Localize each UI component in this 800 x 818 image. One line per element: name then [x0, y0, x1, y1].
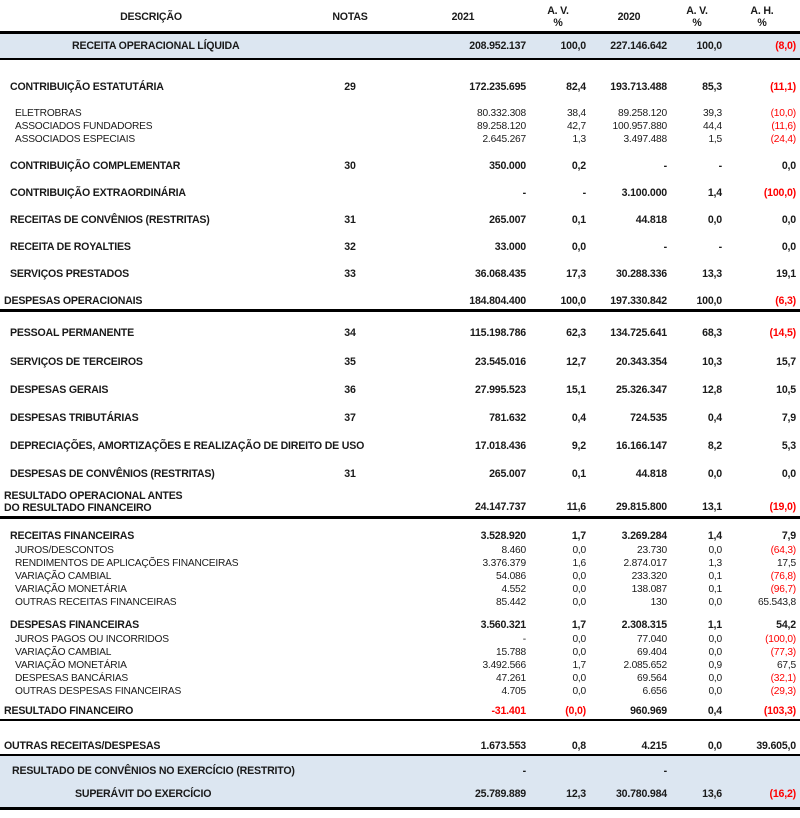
row-value: (10,0) [770, 107, 796, 119]
table-row [0, 633, 800, 646]
row-value: 0,4 [707, 705, 722, 717]
row-value: (29,3) [770, 685, 796, 697]
row-value: (100,0) [765, 633, 796, 645]
col-header-descricao: DESCRIÇÃO [120, 11, 182, 23]
row-value: 85.442 [496, 596, 526, 608]
table-row [0, 120, 800, 133]
row-value: 9,2 [571, 440, 586, 452]
row-label: DEPRECIAÇÕES, AMORTIZAÇÕES E REALIZAÇÃO DE DIREITO DE USO [10, 440, 365, 452]
row-value: 38,4 [566, 107, 586, 119]
row-label: ASSOCIADOS ESPECIAIS [15, 133, 135, 145]
row-value: 724.535 [630, 412, 667, 424]
row-value: 42,7 [566, 120, 586, 132]
row-value: - [522, 187, 526, 199]
row-nota: 32 [344, 241, 356, 253]
row-value: 69.404 [637, 646, 667, 658]
row-value: 1.673.553 [480, 740, 526, 752]
table-row [0, 159, 800, 174]
row-label: OUTRAS RECEITAS/DESPESAS [4, 740, 161, 752]
row-value: (6,3) [775, 295, 796, 307]
row-value: 23.730 [637, 544, 667, 556]
row-value: 39.605,0 [756, 740, 796, 752]
table-row [0, 782, 800, 810]
row-nota: 29 [344, 81, 356, 93]
row-value: 5,3 [781, 440, 796, 452]
row-value: 54.086 [496, 570, 526, 582]
row-value: 193.713.488 [610, 81, 667, 93]
row-label: CONTRIBUIÇÃO COMPLEMENTAR [10, 160, 181, 172]
row-value: (24,4) [770, 133, 796, 145]
row-value: 0,9 [708, 659, 722, 671]
row-value: 265.007 [489, 468, 526, 480]
row-nota: 31 [344, 468, 356, 480]
row-value: 134.725.641 [610, 327, 667, 339]
row-value: 3.269.284 [621, 530, 667, 542]
row-value: 1,7 [571, 530, 586, 542]
row-value: 0,1 [708, 570, 722, 582]
row-label: DESPESAS GERAIS [10, 384, 109, 396]
row-value: 47.261 [496, 672, 526, 684]
row-value: 0,2 [571, 160, 586, 172]
row-value: 0,4 [707, 412, 722, 424]
row-value: 11,6 [566, 501, 586, 513]
row-value: 0,0 [572, 583, 586, 595]
row-nota: 37 [344, 412, 356, 424]
row-value: (64,3) [770, 544, 796, 556]
row-value: 100,0 [560, 295, 586, 307]
row-label: SERVIÇOS DE TERCEIROS [10, 356, 143, 368]
row-value: 12,8 [702, 384, 722, 396]
row-label: ELETROBRAS [15, 107, 82, 119]
table-row [0, 672, 800, 685]
table-row [0, 529, 800, 544]
col-header-ah-pct: % [757, 17, 767, 29]
row-value: 1,4 [707, 187, 722, 199]
col-header-ah [724, 5, 800, 29]
row-nota: 30 [344, 160, 356, 172]
row-label: SUPERÁVIT DO EXERCÍCIO [75, 788, 212, 800]
row-value: 2.874.017 [623, 557, 667, 569]
row-label: RECEITAS DE CONVÊNIOS (RESTRITAS) [10, 214, 210, 226]
row-value: 44,4 [702, 120, 722, 132]
col-header-notas: NOTAS [332, 11, 368, 23]
row-value: 13,6 [702, 788, 722, 800]
row-value: 1,1 [707, 619, 722, 631]
row-value: 0,0 [708, 685, 722, 697]
row-label: DESPESAS OPERACIONAIS [4, 295, 143, 307]
row-value: (0,0) [565, 705, 586, 717]
row-label: DESPESAS BANCÁRIAS [15, 672, 129, 684]
row-label-line1: RESULTADO OPERACIONAL ANTES [4, 490, 183, 502]
row-value: 17.018.436 [474, 440, 526, 452]
row-value: 1,5 [708, 133, 722, 145]
row-value: 15,1 [566, 384, 586, 396]
row-value: - [718, 241, 722, 253]
row-value: 17,5 [776, 557, 796, 569]
row-value: 0,4 [571, 412, 586, 424]
row-value: 0,0 [571, 241, 586, 253]
table-row [0, 557, 800, 570]
row-value: 85,3 [702, 81, 722, 93]
row-value: 0,0 [708, 596, 722, 608]
row-value: 0,0 [781, 214, 796, 226]
table-row [0, 756, 800, 782]
row-value: 39,3 [702, 107, 722, 119]
row-label: ASSOCIADOS FUNDADORES [15, 120, 153, 132]
row-value: 80.332.308 [477, 107, 526, 119]
row-value: 0,0 [708, 646, 722, 658]
row-value: 0,0 [708, 672, 722, 684]
row-value: 16.166.147 [615, 440, 667, 452]
row-value: 0,0 [708, 633, 722, 645]
row-label: DESPESAS TRIBUTÁRIAS [10, 412, 139, 424]
row-value: 69.564 [637, 672, 667, 684]
table-row [0, 326, 800, 341]
row-value: 44.818 [635, 468, 667, 480]
row-value: 7,9 [781, 412, 796, 424]
row-value: 0,0 [707, 740, 722, 752]
row-value: 0,0 [572, 544, 586, 556]
row-value: 0,0 [572, 646, 586, 658]
row-value: 33.000 [494, 241, 526, 253]
col-header-av-label: A. V. [686, 5, 708, 17]
row-value: 100,0 [696, 295, 722, 307]
row-value: 65.543,8 [757, 596, 796, 608]
row-value: 68,3 [702, 327, 722, 339]
row-value: 6.656 [642, 685, 667, 697]
table-row [0, 646, 800, 659]
row-value: 82,4 [566, 81, 586, 93]
table-row [0, 467, 800, 482]
row-value: 25.326.347 [615, 384, 667, 396]
table-row [0, 439, 800, 454]
row-value: 1,7 [571, 619, 586, 631]
row-value: 44.818 [635, 214, 667, 226]
row-label: JUROS/DESCONTOS [15, 544, 114, 556]
table-row [0, 355, 800, 370]
row-value: 138.087 [631, 583, 667, 595]
table-row [0, 411, 800, 426]
row-label: RECEITAS FINANCEIRAS [10, 530, 135, 542]
row-value: 89.258.120 [618, 107, 667, 119]
row-label: RENDIMENTOS DE APLICAÇÕES FINANCEIRAS [15, 557, 239, 569]
row-value: 0,0 [781, 241, 796, 253]
row-label-line2: DO RESULTADO FINANCEIRO [4, 502, 152, 514]
col-header-2020: 2020 [617, 11, 641, 23]
row-value: 77.040 [637, 633, 667, 645]
row-value: 62,3 [566, 327, 586, 339]
row-value: 100,0 [696, 39, 722, 52]
row-value: 1,3 [572, 133, 586, 145]
row-value: 960.969 [630, 705, 667, 717]
row-value: 8.460 [501, 544, 526, 556]
table-row [0, 570, 800, 583]
row-value: (77,3) [770, 646, 796, 658]
row-label: OUTRAS RECEITAS FINANCEIRAS [15, 596, 177, 608]
row-value: (76,8) [770, 570, 796, 582]
table-row [0, 107, 800, 120]
row-label: JUROS PAGOS OU INCORRIDOS [15, 633, 169, 645]
row-value: -31.401 [491, 705, 526, 717]
row-value: 0,8 [571, 740, 586, 752]
row-value: 184.804.400 [469, 295, 526, 307]
row-nota: 31 [344, 214, 356, 226]
row-value: 12,7 [566, 356, 586, 368]
row-value: 0,1 [571, 214, 586, 226]
row-value: 0,0 [572, 633, 586, 645]
row-value: - [522, 764, 526, 777]
row-value: 350.000 [489, 160, 526, 172]
row-label: DESPESAS FINANCEIRAS [10, 619, 140, 631]
row-value: - [663, 764, 667, 777]
row-value: 3.497.488 [623, 133, 667, 145]
row-value: 0,0 [707, 214, 722, 226]
table-body [0, 34, 800, 810]
table-row [0, 739, 800, 756]
row-value: - [582, 187, 586, 199]
row-value: 208.952.137 [469, 39, 526, 52]
row-nota: 34 [344, 327, 356, 339]
row-value: 36.068.435 [474, 268, 526, 280]
row-value: (32,1) [770, 672, 796, 684]
row-value: 8,2 [707, 440, 722, 452]
row-value: 1,3 [708, 557, 722, 569]
row-label: RECEITA DE ROYALTIES [10, 241, 131, 253]
table-row [0, 618, 800, 633]
row-value: (103,3) [763, 705, 796, 717]
table-row [0, 80, 800, 95]
row-value: 3.560.321 [480, 619, 526, 631]
col-header-av-2021 [528, 5, 588, 29]
row-value: 0,1 [708, 583, 722, 595]
row-value: - [522, 633, 526, 645]
row-label: RECEITA OPERACIONAL LÍQUIDA [72, 39, 240, 52]
row-value: 13,1 [702, 501, 722, 513]
row-value: 233.320 [631, 570, 667, 582]
row-value: 3.492.566 [482, 659, 526, 671]
row-value: 781.632 [489, 412, 526, 424]
row-value: 3.100.000 [621, 187, 667, 199]
row-label [0, 490, 302, 514]
row-value: 0,0 [781, 160, 796, 172]
row-value: 1,4 [707, 530, 722, 542]
table-row [0, 133, 800, 146]
table-row [0, 240, 800, 255]
row-value: (100,0) [763, 187, 796, 199]
row-value: 20.343.354 [615, 356, 667, 368]
row-value: (96,7) [770, 583, 796, 595]
table-row [0, 490, 800, 519]
row-value: 0,1 [571, 468, 586, 480]
row-value: 89.258.120 [477, 120, 526, 132]
row-value: 115.198.786 [469, 327, 526, 339]
row-value: 15.788 [496, 646, 526, 658]
row-value: 197.330.842 [610, 295, 667, 307]
row-value: 130 [650, 596, 667, 608]
row-nota: 36 [344, 384, 356, 396]
table-row [0, 596, 800, 609]
row-value: (11,6) [771, 120, 796, 132]
col-header-av-label: A. V. [547, 5, 569, 17]
row-label: VARIAÇÃO CAMBIAL [15, 646, 112, 658]
row-value: - [718, 160, 722, 172]
table-row [0, 34, 800, 60]
row-value: 1,7 [572, 659, 586, 671]
row-value: 30.780.984 [615, 788, 667, 800]
table-row [0, 583, 800, 596]
row-value: 67,5 [776, 659, 796, 671]
row-value: 4.552 [501, 583, 526, 595]
row-value: 29.815.800 [615, 501, 667, 513]
table-row [0, 704, 800, 721]
row-value: (11,1) [770, 81, 796, 93]
col-header-ah-label: A. H. [750, 5, 774, 17]
table-row [0, 294, 800, 312]
row-value: 0,0 [707, 468, 722, 480]
row-value: - [663, 241, 667, 253]
row-value: - [663, 160, 667, 172]
row-value: 4.705 [501, 685, 526, 697]
row-value: 0,0 [572, 685, 586, 697]
table-header [0, 0, 800, 34]
row-label: RESULTADO DE CONVÊNIOS NO EXERCÍCIO (RESTRITO) [12, 764, 295, 777]
row-value: (14,5) [769, 327, 796, 339]
row-value: 0,0 [572, 672, 586, 684]
row-value: 0,0 [572, 596, 586, 608]
row-value: 27.995.523 [474, 384, 526, 396]
row-value: 4.215 [641, 740, 667, 752]
row-label: CONTRIBUIÇÃO EXTRAORDINÁRIA [10, 187, 186, 199]
row-value: 0,0 [572, 570, 586, 582]
row-value: 10,5 [776, 384, 796, 396]
row-label: PESSOAL PERMANENTE [10, 327, 134, 339]
row-value: 3.528.920 [480, 530, 526, 542]
col-header-av-pct: % [692, 17, 702, 29]
row-nota: 35 [344, 356, 356, 368]
row-value: 19,1 [776, 268, 796, 280]
table-row [0, 267, 800, 282]
row-value: 0,0 [708, 544, 722, 556]
row-value: (19,0) [769, 501, 796, 513]
row-value: 100.957.880 [612, 120, 667, 132]
row-value: 12,3 [566, 788, 586, 800]
row-value: 265.007 [489, 214, 526, 226]
row-label: OUTRAS DESPESAS FINANCEIRAS [15, 685, 182, 697]
row-value: 2.085.652 [623, 659, 667, 671]
row-label: DESPESAS DE CONVÊNIOS (RESTRITAS) [10, 468, 215, 480]
row-value: 3.376.379 [482, 557, 526, 569]
row-value: 1,6 [572, 557, 586, 569]
row-value: (16,2) [769, 788, 796, 800]
table-row [0, 383, 800, 398]
col-header-2021: 2021 [451, 11, 475, 23]
row-value: 100,0 [560, 39, 586, 52]
row-label: CONTRIBUIÇÃO ESTATUTÁRIA [10, 81, 164, 93]
row-value: 227.146.642 [610, 39, 667, 52]
table-row [0, 659, 800, 672]
row-value: 17,3 [566, 268, 586, 280]
table-row [0, 186, 800, 201]
row-value: 24.147.737 [474, 501, 526, 513]
row-nota: 33 [344, 268, 356, 280]
table-row [0, 544, 800, 557]
row-value: 23.545.016 [474, 356, 526, 368]
row-label: VARIAÇÃO CAMBIAL [15, 570, 112, 582]
row-label: VARIAÇÃO MONETÁRIA [15, 659, 127, 671]
row-label: VARIAÇÃO MONETÁRIA [15, 583, 127, 595]
row-value: 172.235.695 [469, 81, 526, 93]
table-row [0, 685, 800, 698]
row-value: 54,2 [776, 619, 796, 631]
row-value: (8,0) [775, 39, 796, 52]
row-value: 30.288.336 [615, 268, 667, 280]
row-value: 2.645.267 [482, 133, 526, 145]
row-value: 15,7 [776, 356, 796, 368]
row-label: SERVIÇOS PRESTADOS [10, 268, 130, 280]
row-value: 25.789.889 [474, 788, 526, 800]
row-value: 0,0 [781, 468, 796, 480]
col-header-av-2020 [670, 5, 724, 29]
row-value: 10,3 [702, 356, 722, 368]
row-label: RESULTADO FINANCEIRO [4, 705, 134, 717]
row-value: 7,9 [781, 530, 796, 542]
row-value: 2.308.315 [621, 619, 667, 631]
col-header-av-pct: % [553, 17, 563, 29]
table-row [0, 213, 800, 228]
row-value: 13,3 [702, 268, 722, 280]
